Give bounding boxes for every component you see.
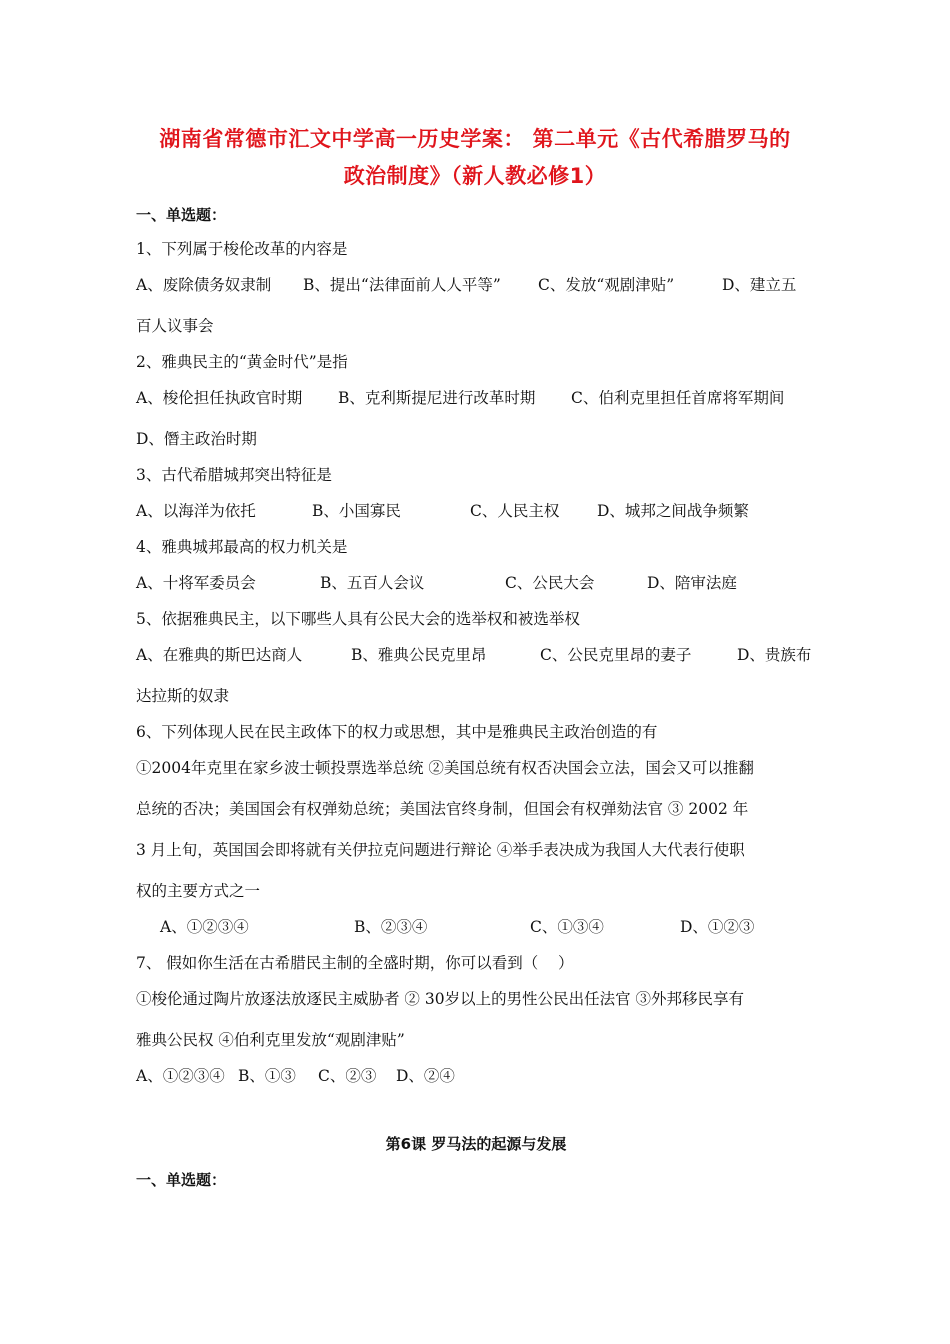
q7-text-1: ①梭伦通过陶片放逐法放逐民主威胁者 ② 30岁以上的男性公民出任法官 ③外邦移民享有 bbox=[136, 990, 745, 1008]
q1-option-d: D、建立五 bbox=[722, 276, 797, 294]
q3-option-c: C、人民主权 bbox=[470, 502, 560, 520]
q7-option-d: D、②④ bbox=[396, 1067, 455, 1085]
question-4: 4、雅典城邦最高的权力机关是 bbox=[136, 538, 348, 556]
question-7: 7、 假如你生活在古希腊民主制的全盛时期，你可以看到（ ） bbox=[136, 954, 574, 972]
q1-option-d-cont: 百人议事会 bbox=[136, 317, 214, 335]
question-2: 2、雅典民主的“黄金时代”是指 bbox=[136, 353, 348, 371]
q6-text-3: 3 月上旬，英国国会即将就有关伊拉克问题进行辩论 ④举手表决成为我国人大代表行使职 bbox=[136, 841, 745, 859]
q2-option-d: D、僭主政治时期 bbox=[136, 430, 257, 448]
lesson-heading: 第6课 罗马法的起源与发展 bbox=[385, 1135, 567, 1153]
q3-option-a: A、以海洋为依托 bbox=[136, 502, 256, 520]
q4-option-b: B、五百人会议 bbox=[320, 574, 425, 592]
q5-option-d-cont: 达拉斯的奴隶 bbox=[136, 687, 230, 705]
q3-option-b: B、小国寡民 bbox=[312, 502, 401, 520]
q2-option-b: B、克利斯提尼进行改革时期 bbox=[338, 389, 536, 407]
q7-option-a: A、①②③④ bbox=[136, 1067, 225, 1085]
q4-option-a: A、十将军委员会 bbox=[136, 574, 256, 592]
question-5: 5、依据雅典民主，以下哪些人具有公民大会的选举权和被选举权 bbox=[136, 610, 580, 628]
question-1: 1、下列属于梭伦改革的内容是 bbox=[136, 240, 348, 258]
title-line-2: 政治制度》（新人教必修1） bbox=[343, 164, 607, 188]
q5-option-c: C、公民克里昂的妻子 bbox=[540, 646, 692, 664]
q4-option-d: D、陪审法庭 bbox=[647, 574, 737, 592]
q6-option-d: D、①②③ bbox=[680, 918, 755, 936]
q4-option-c: C、公民大会 bbox=[505, 574, 595, 592]
q5-option-b: B、雅典公民克里昂 bbox=[351, 646, 487, 664]
q1-option-c: C、发放“观剧津贴” bbox=[538, 276, 675, 294]
q7-text-2: 雅典公民权 ④伯利克里发放“观剧津贴” bbox=[136, 1031, 405, 1049]
q1-option-b: B、提出“法律面前人人平等” bbox=[303, 276, 501, 294]
question-3: 3、古代希腊城邦突出特征是 bbox=[136, 466, 332, 484]
title-line-1: 湖南省常德市汇文中学高一历史学案： 第二单元《古代希腊罗马的 bbox=[159, 127, 791, 151]
q6-text-1: ①2004年克里在家乡波士顿投票选举总统 ②美国总统有权否决国会立法，国会又可以推翻 bbox=[136, 759, 754, 777]
q6-option-b: B、②③④ bbox=[354, 918, 428, 936]
question-6: 6、下列体现人民在民主政体下的权力或思想，其中是雅典民主政治创造的有 bbox=[136, 723, 658, 741]
q6-option-c: C、①③④ bbox=[530, 918, 604, 936]
lesson-section-heading: 一、单选题： bbox=[136, 1171, 227, 1189]
q6-text-2: 总统的否决；美国国会有权弹劾总统；美国法官终身制，但国会有权弹劾法官 ③ 2002 年 bbox=[136, 800, 749, 818]
q2-option-c: C、伯利克里担任首席将军期间 bbox=[571, 389, 785, 407]
section-heading: 一、单选题： bbox=[136, 206, 227, 224]
q3-option-d: D、城邦之间战争频繁 bbox=[597, 502, 749, 520]
q7-option-c: C、②③ bbox=[318, 1067, 377, 1085]
q6-text-4: 权的主要方式之一 bbox=[136, 882, 261, 900]
q5-option-d: D、贵族布 bbox=[737, 646, 812, 664]
q1-option-a: A、废除债务奴隶制 bbox=[136, 276, 272, 294]
q7-option-b: B、①③ bbox=[238, 1067, 296, 1085]
q6-option-a: A、①②③④ bbox=[160, 918, 249, 936]
q5-option-a: A、在雅典的斯巴达商人 bbox=[136, 646, 303, 664]
q2-option-a: A、梭伦担任执政官时期 bbox=[136, 389, 303, 407]
